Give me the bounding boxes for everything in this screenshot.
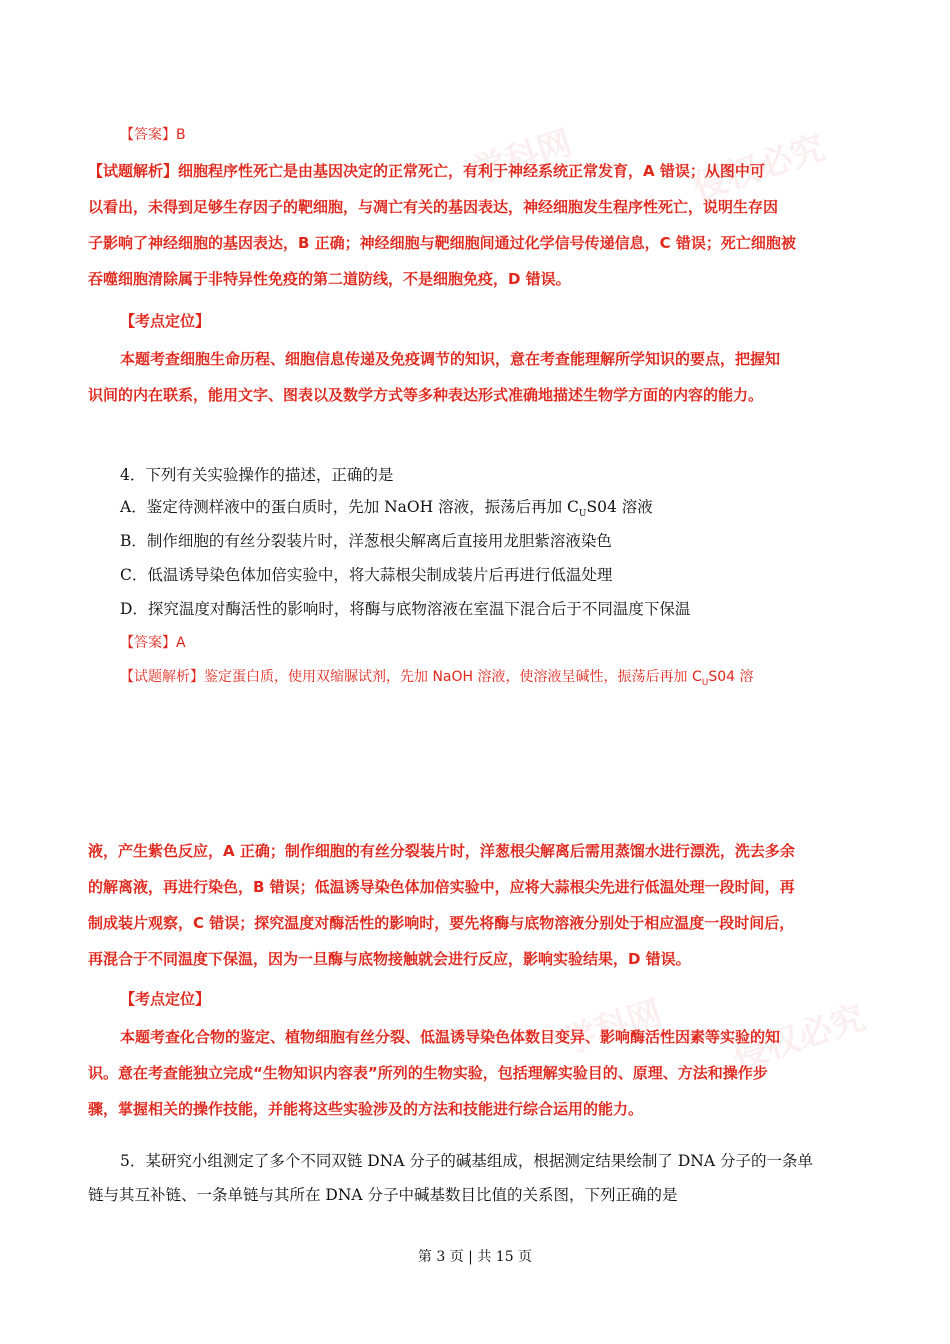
watermark: 学科网 (467, 123, 577, 193)
q3-analysis-line: 子影响了神经细胞的基因表达，B 正确；神经细胞与靶细胞间通过化学信号传递信息，C 错误；死亡细胞被 (88, 234, 796, 252)
q4-analysis-line: 的解离液，再进行染色，B 错误；低温诱导染色体加倍实验中，应将大蒜根尖先进行低温处理一段时间，再 (88, 878, 795, 896)
q4-analysis-first: 【试题解析】鉴定蛋白质，使用双缩脲试剂，先加 NaOH 溶液，使溶液呈碱性，振荡后再加 $C_US04$ 溶 (120, 669, 754, 688)
page-footer: 第 3 页 | 共 15 页 (417, 1249, 533, 1265)
watermark: 学科网 (557, 993, 667, 1063)
q5-stem-line: 链与其互补链、一条单链与其所在 DNA 分子中碱基数目比值的关系图，下列正确的是 (88, 1186, 678, 1204)
q4-answer: 【答案】A (120, 635, 186, 651)
q4-option-b: B．制作细胞的有丝分裂装片时，洋葱根尖解离后直接用龙胆紫溶液染色 (120, 532, 612, 550)
watermark: 侵权必究 (728, 997, 870, 1078)
q3-answer: 【答案】B (120, 127, 186, 143)
q5-stem-line: 5．某研究小组测定了多个不同双链 DNA 分子的碱基组成，根据测定结果绘制了 DNA 分子的一条单 (120, 1152, 813, 1170)
q4-analysis-line: 制成装片观察，C 错误；探究温度对酶活性的影响时，要先将酶与底物溶液分别处于相应温度一段时间后， (88, 914, 795, 932)
q4-option-d: D．探究温度对酶活性的影响时，将酶与底物溶液在室温下混合后于不同温度下保温 (120, 600, 691, 618)
watermark: 侵权必究 (688, 127, 830, 208)
q4-kaodian-line: 本题考查化合物的鉴定、植物细胞有丝分裂、低温诱导染色体数目变异、影响酶活性因素等实验的知 (120, 1028, 781, 1046)
q3-analysis-line: 【试题解析】细胞程序性死亡是由基因决定的正常死亡，有利于神经系统正常发育，A 错误；从图中可 (88, 162, 765, 180)
q3-kaodian-title: 【考点定位】 (120, 312, 211, 330)
q3-analysis-line: 以看出，未得到足够生存因子的靶细胞，与凋亡有关的基因表达，神经细胞发生程序性死亡，说明生存因 (88, 198, 779, 216)
q4-kaodian-line: 骤，掌握相关的操作技能，并能将这些实验涉及的方法和技能进行综合运用的能力。 (88, 1100, 644, 1118)
q3-analysis-line: 吞噬细胞清除属于非特异性免疫的第二道防线，不是细胞免疫，D 错误。 (88, 270, 571, 288)
q4-kaodian-title: 【考点定位】 (120, 990, 211, 1008)
q3-kaodian-line: 本题考查细胞生命历程、细胞信息传递及免疫调节的知识，意在考查能理解所学知识的要点，把握知 (120, 350, 781, 368)
q4-option-c: C．低温诱导染色体加倍实验中，将大蒜根尖制成装片后再进行低温处理 (120, 566, 613, 584)
q4-option-a: A．鉴定待测样液中的蛋白质时，先加 NaOH 溶液，振荡后再加 $C_US04$ 溶液 (120, 498, 653, 520)
q4-stem: 4．下列有关实验操作的描述，正确的是 (120, 466, 394, 484)
q4-kaodian-line: 识。意在考查能独立完成“生物知识内容表”所列的生物实验，包括理解实验目的、原理、方法和操作步 (88, 1064, 768, 1082)
q3-kaodian-line: 识间的内在联系，能用文字、图表以及数学方式等多种表达形式准确地描述生物学方面的内容的能力。 (88, 386, 764, 404)
q4-analysis-line: 再混合于不同温度下保温，因为一旦酶与底物接触就会进行反应，影响实验结果，D 错误。 (88, 950, 691, 968)
q4-analysis-line: 液，产生紫色反应，A 正确；制作细胞的有丝分裂装片时，洋葱根尖解离后需用蒸馏水进行漂洗，洗去多余 (88, 842, 795, 860)
